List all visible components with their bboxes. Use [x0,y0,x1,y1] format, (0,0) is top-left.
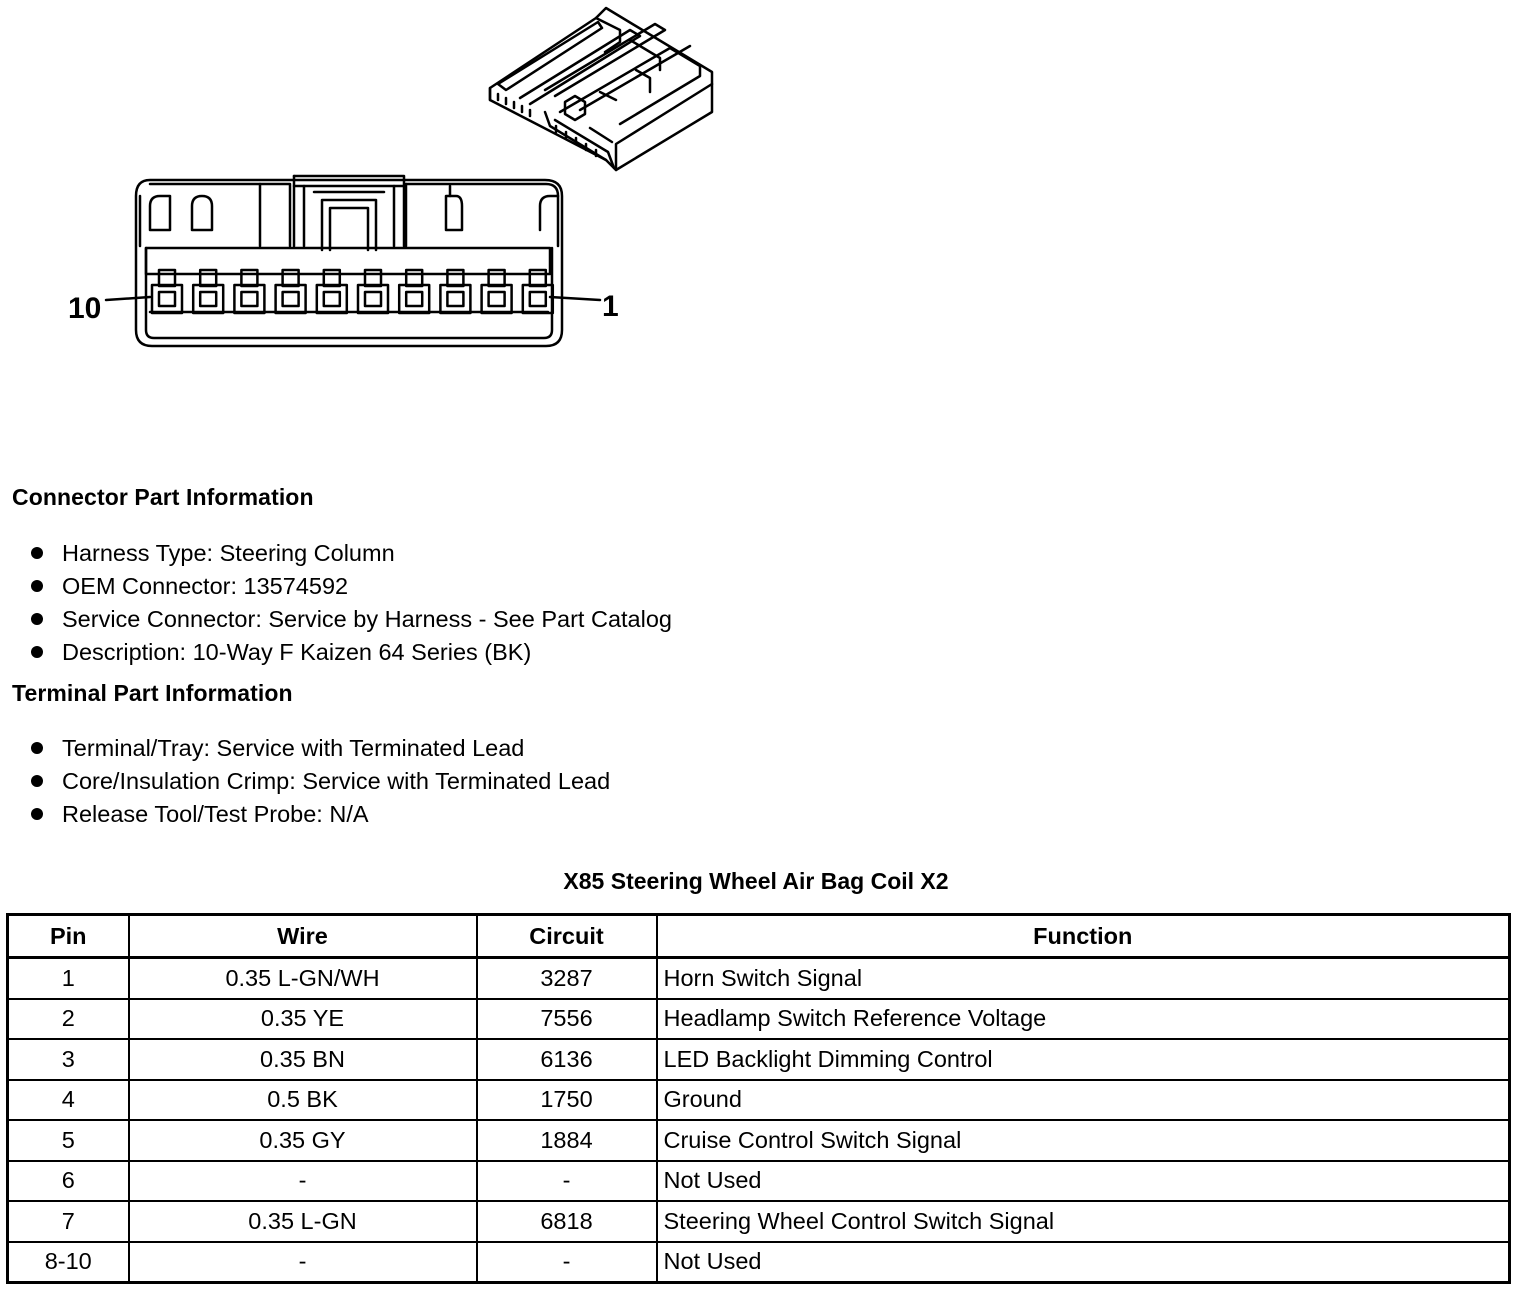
cavity-3 [440,270,470,313]
cell-wire: 0.35 BN [129,1039,477,1080]
pin-1-label: 1 [602,290,619,323]
pinout-table [6,913,1511,1284]
bullet-icon [31,580,43,592]
bullet-icon [31,613,43,625]
list-item [30,798,610,831]
cell-pin: 7 [8,1201,129,1242]
pin-10-leader-line [106,297,150,300]
cell-circuit: 6136 [477,1039,657,1080]
bullet-icon [31,646,43,658]
list-item-text: Description: 10-Way F Kaizen 64 Series (BK) [62,639,532,665]
cell-circuit: 1884 [477,1120,657,1161]
cell-wire: - [129,1161,477,1202]
header-pin: Pin [8,915,129,958]
cell-pin: 4 [8,1080,129,1121]
bullet-icon [31,808,43,820]
cell-wire: 0.35 GY [129,1120,477,1161]
list-item [30,636,672,669]
cavity-5 [358,270,388,313]
table-row [8,1161,1510,1202]
table-row [8,1242,1510,1283]
connector-isometric-illustration [490,8,712,170]
cell-wire: 0.35 L-GN [129,1201,477,1242]
pin-1-leader-line [550,297,600,300]
cell-circuit: 7556 [477,999,657,1040]
list-item [30,732,610,765]
list-item-text: Terminal/Tray: Service with Terminated Lead [62,735,525,761]
connector-cavities [152,270,553,313]
table-header-row [8,915,1510,958]
cell-wire: 0.35 YE [129,999,477,1040]
list-item-text: Release Tool/Test Probe: N/A [62,801,369,827]
cavity-7 [276,270,306,313]
cavity-6 [317,270,347,313]
header-circuit: Circuit [477,915,657,958]
cell-wire: - [129,1242,477,1283]
bullet-icon [31,547,43,559]
cell-pin: 8-10 [8,1242,129,1283]
cell-pin: 5 [8,1120,129,1161]
cavity-9 [193,270,223,313]
table-row [8,999,1510,1040]
cell-circuit: - [477,1242,657,1283]
table-row [8,1039,1510,1080]
connector-figure [0,0,760,400]
pinout-table-title: X85 Steering Wheel Air Bag Coil X2 [563,868,949,894]
list-item [30,537,672,570]
table-row [8,1201,1510,1242]
cell-circuit: 1750 [477,1080,657,1121]
list-item-text: OEM Connector: 13574592 [62,573,349,599]
table-row [8,1080,1510,1121]
table-row [8,958,1510,999]
cell-wire: 0.5 BK [129,1080,477,1121]
list-item-text: Service Connector: Service by Harness - See Part Catalog [62,606,672,632]
header-wire: Wire [129,915,477,958]
header-function: Function [657,915,1510,958]
terminal-part-info-heading: Terminal Part Information [12,680,293,706]
cavity-10 [152,270,182,313]
cell-function: LED Backlight Dimming Control [657,1039,1510,1080]
list-item [30,570,672,603]
cavity-2 [482,270,512,313]
pinout-table-body [8,958,1510,1283]
cell-pin: 1 [8,958,129,999]
cell-wire: 0.35 L-GN/WH [129,958,477,999]
list-item-text: Core/Insulation Crimp: Service with Terminated Lead [62,768,611,794]
cell-circuit: 6818 [477,1201,657,1242]
cell-function: Cruise Control Switch Signal [657,1120,1510,1161]
cell-pin: 2 [8,999,129,1040]
bullet-icon [31,742,43,754]
cell-function: Headlamp Switch Reference Voltage [657,999,1510,1040]
connector-part-info-list [30,537,672,669]
terminal-part-info-list [30,732,610,831]
cavity-4 [399,270,429,313]
cell-pin: 6 [8,1161,129,1202]
connector-part-info-heading: Connector Part Information [12,484,314,510]
list-item-text: Harness Type: Steering Column [62,540,395,566]
list-item [30,765,610,798]
table-row [8,1120,1510,1161]
cell-function: Not Used [657,1161,1510,1202]
cell-function: Horn Switch Signal [657,958,1510,999]
cell-function: Steering Wheel Control Switch Signal [657,1201,1510,1242]
cell-function: Not Used [657,1242,1510,1283]
cell-function: Ground [657,1080,1510,1121]
cavity-1 [523,270,553,313]
pin-10-label: 10 [68,292,102,325]
cell-circuit: - [477,1161,657,1202]
cavity-8 [234,270,264,313]
cell-circuit: 3287 [477,958,657,999]
connector-face-view [136,176,562,346]
bullet-icon [31,775,43,787]
cell-pin: 3 [8,1039,129,1080]
list-item [30,603,672,636]
